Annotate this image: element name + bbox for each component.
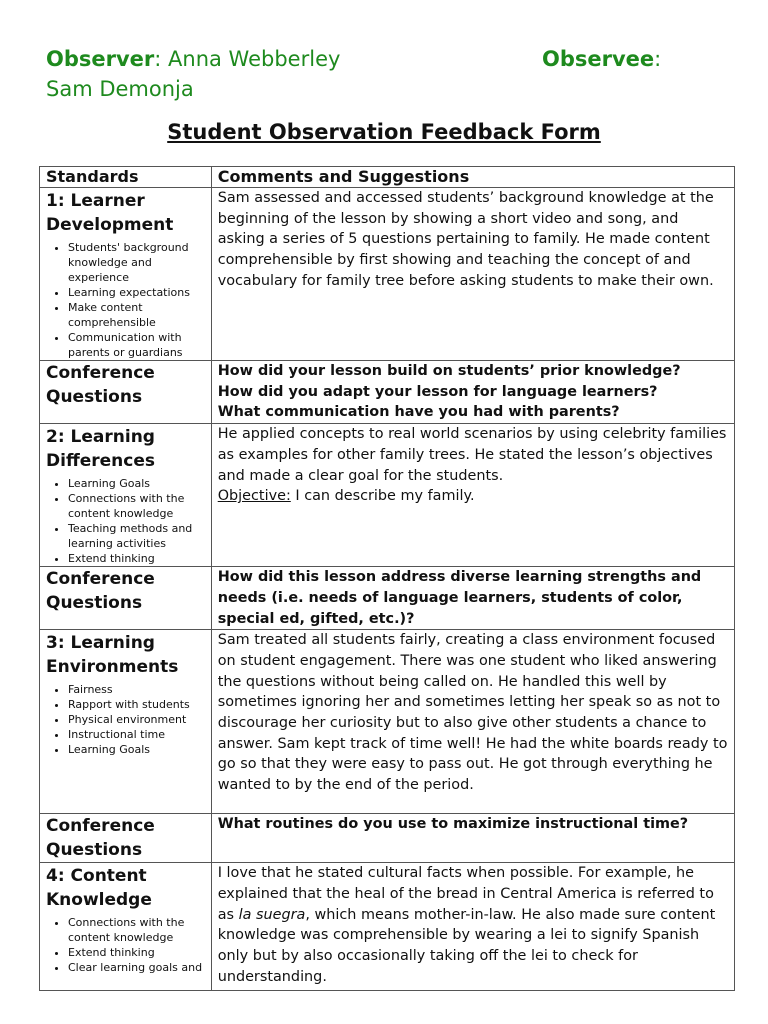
conference-label: Conference Questions	[40, 814, 212, 863]
criteria-item: • Clear learning goals and	[68, 960, 205, 975]
criteria-item: • Learning Goals	[68, 476, 205, 491]
observee-name: Sam Demonja	[46, 77, 194, 101]
standard-cell-2	[40, 424, 212, 567]
standard-row-3	[40, 630, 735, 814]
standard-row-4	[40, 863, 735, 991]
comment-cell	[211, 863, 734, 991]
conference-label: Conference Questions	[40, 361, 212, 424]
page-title: Student Observation Feedback Form	[167, 120, 601, 144]
standard-title: 2: Learning Differences	[46, 427, 155, 472]
conference-question: What routines do you use to maximize instructional time?	[211, 814, 734, 863]
observee-line	[542, 44, 661, 74]
observee-label: Observee	[542, 47, 655, 71]
criteria-item: • Learning expectations	[68, 285, 205, 300]
criteria-list	[46, 682, 205, 757]
criteria-list	[46, 240, 205, 360]
criteria-item: • Physical environment	[68, 712, 205, 727]
observer-name: : Anna Webberley	[154, 47, 341, 71]
criteria-list	[46, 915, 205, 975]
criteria-item: • Extend thinking	[68, 551, 205, 566]
criteria-item: • Communication with parents or guardians	[68, 330, 205, 360]
standard-cell-1	[40, 188, 212, 361]
standard-cell-3	[40, 630, 212, 814]
observer-line	[46, 44, 736, 74]
observee-colon: :	[654, 47, 662, 71]
criteria-item: • Connections with the content knowledge	[68, 915, 205, 945]
conference-label: Conference Questions	[40, 567, 212, 630]
question: What communication have you had with parents?	[217, 404, 620, 421]
observer-label: Observer	[46, 47, 155, 71]
criteria-item: • Connections with the content knowledge	[68, 491, 205, 521]
criteria-item: • Fairness	[68, 682, 205, 697]
criteria-item: • Students' background knowledge and experience	[68, 240, 205, 285]
standard-row-2	[40, 424, 735, 567]
comment-cell: Sam assessed and accessed students’ background knowledge at the beginning of the lesson by showing a short video and song, and asking a series of 5 questions pertaining to family. He made content comprehensible by first showing and teaching the concept of and vocabulary for family tree before asking students to make their own.	[211, 188, 734, 361]
criteria-item: • Instructional time	[68, 727, 205, 742]
conference-questions	[211, 361, 734, 424]
criteria-item: • Make content comprehensible	[68, 300, 205, 330]
conference-row-3	[40, 814, 735, 863]
conference-row-2	[40, 567, 735, 630]
criteria-item: • Extend thinking	[68, 945, 205, 960]
conference-question: How did this lesson address diverse learning strengths and needs (i.e. needs of language learners, students of color, special ed, gifted, etc.)?	[211, 567, 734, 630]
comment-text: He applied concepts to real world scenarios by using celebrity families as examples for other family trees. He stated the lesson’s objectives and made a clear goal for the students.	[217, 426, 727, 484]
comment-text: , which means mother-in-law. He also made sure content knowledge was comprehensible by wearing a lei to signify Spanish only but by also occasionally taking off the lei to check for understanding.	[217, 906, 716, 985]
feedback-table	[39, 166, 735, 991]
question: How did your lesson build on students’ prior knowledge?	[217, 363, 681, 379]
comment-cell	[211, 424, 734, 567]
conference-row-1	[40, 361, 735, 424]
form-header	[46, 44, 736, 104]
criteria-list	[46, 476, 205, 566]
standard-title: 1: Learner Development	[46, 191, 174, 235]
comments-header: Comments and Suggestions	[211, 167, 734, 188]
criteria-item: • Teaching methods and learning activities	[68, 521, 205, 551]
standard-title: 3: Learning Environments	[46, 633, 179, 678]
comment-text: I love that he stated cultural facts when possible. For example, he explained that the heal of the bread in Central America is referred to as	[217, 865, 714, 923]
standard-cell-4	[40, 863, 212, 991]
standards-header: Standards	[40, 167, 212, 188]
objective-label: Objective:	[217, 488, 291, 505]
comment-italic-term: la suegra	[238, 906, 306, 923]
criteria-item: • Learning Goals	[68, 742, 205, 757]
criteria-item: • Rapport with students	[68, 697, 205, 712]
objective-text: I can describe my family.	[290, 488, 475, 505]
question: How did you adapt your lesson for language learners?	[217, 383, 658, 400]
table-header-row	[40, 167, 735, 188]
comment-cell: Sam treated all students fairly, creating a class environment focused on student engagement. There was one student who liked answering the questions without being called on. He handled this well by sometimes ignoring her and sometimes letting her speak so as not to discourage her curiosity but to also give other students a chance to answer. Sam kept track of time well! He had the white boards ready to go so that they were easy to pass out. He got through everything he wanted to by the end of the period.	[211, 630, 734, 814]
standard-title: 4: Content Knowledge	[46, 866, 152, 911]
standard-row-1	[40, 188, 735, 361]
